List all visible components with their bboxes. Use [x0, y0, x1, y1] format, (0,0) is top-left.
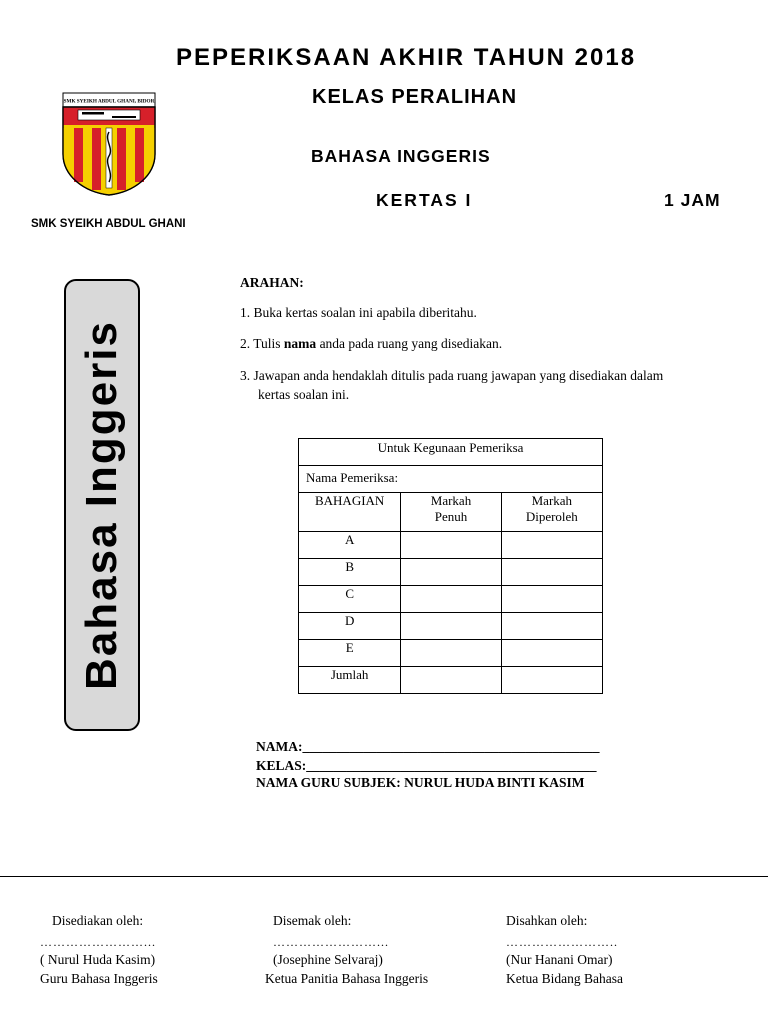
marks-obtained-cell[interactable]	[501, 586, 602, 613]
class-name: KELAS PERALIHAN	[312, 86, 518, 108]
subject-name: BAHASA INGGERIS	[311, 146, 491, 166]
examiner-name-label: Nama Pemeriksa:	[299, 466, 603, 493]
full-marks-line-2: Penuh	[434, 509, 468, 524]
marks-obtained-cell[interactable]	[501, 640, 602, 667]
full-marks-cell[interactable]	[401, 532, 501, 559]
full-marks-cell[interactable]	[401, 586, 501, 613]
side-banner-label: Bahasa Inggeris	[77, 320, 126, 690]
column-header-section: BAHAGIAN	[299, 493, 401, 532]
prepared-by-name: ( Nurul Huda Kasim)	[40, 952, 156, 967]
approved-by-signature-line[interactable]: ……………………..	[506, 935, 618, 949]
approved-by-role: Ketua Bidang Bahasa	[506, 971, 623, 986]
full-marks-cell[interactable]	[401, 640, 501, 667]
prepared-by-signature-line[interactable]: ……………………...	[40, 935, 156, 949]
checked-by-label: Disemak oleh:	[273, 913, 352, 928]
student-class-field[interactable]: KELAS:___________________________________________	[256, 758, 597, 773]
full-marks-line-1: Markah	[430, 493, 472, 508]
exam-duration: 1 JAM	[664, 190, 721, 210]
subject-teacher-name: NAMA GURU SUBJEK: NURUL HUDA BINTI KASIM	[256, 775, 585, 790]
total-full-marks-cell[interactable]	[401, 667, 501, 694]
paper-number: KERTAS I	[376, 190, 473, 210]
marks-obtained-cell[interactable]	[501, 559, 602, 586]
total-marks-obtained-cell[interactable]	[501, 667, 602, 694]
marks-obtained-cell[interactable]	[501, 532, 602, 559]
prepared-by-label: Disediakan oleh:	[52, 913, 144, 928]
school-crest-logo	[62, 92, 156, 196]
school-name: SMK SYEIKH ABDUL GHANI	[31, 218, 186, 230]
exam-title: PEPERIKSAAN AKHIR TAHUN 2018	[176, 44, 637, 71]
table-row	[299, 586, 603, 613]
section-cell: B	[299, 559, 401, 586]
column-header-full-marks	[401, 493, 501, 532]
marks-obtained-line-1: Markah	[531, 493, 573, 508]
full-marks-cell[interactable]	[401, 559, 501, 586]
table-row	[299, 532, 603, 559]
instruction-2-end: anda pada ruang yang disediakan.	[316, 336, 503, 351]
subject-side-banner	[64, 279, 140, 731]
prepared-by-role: Guru Bahasa Inggeris	[40, 971, 158, 986]
section-cell: A	[299, 532, 401, 559]
instructions-heading: ARAHAN:	[240, 275, 304, 290]
table-row-total	[299, 667, 603, 694]
footer-divider	[0, 876, 768, 877]
marks-obtained-cell[interactable]	[501, 613, 602, 640]
instruction-2	[240, 335, 502, 353]
table-row	[299, 613, 603, 640]
section-cell: D	[299, 613, 401, 640]
approved-by-name: (Nur Hanani Omar)	[506, 952, 613, 967]
section-cell: C	[299, 586, 401, 613]
instruction-1: 1. Buka kertas soalan ini apabila diberitahu.	[240, 305, 477, 320]
checked-by-role: Ketua Panitia Bahasa Inggeris	[265, 971, 429, 986]
svg-text:SMK SYEIKH ABDUL GHANI, BIDOR: SMK SYEIKH ABDUL GHANI, BIDOR	[63, 98, 155, 105]
column-header-marks-obtained	[501, 493, 602, 532]
total-label-cell: Jumlah	[299, 667, 401, 694]
full-marks-cell[interactable]	[401, 613, 501, 640]
examiner-table	[298, 438, 603, 694]
checked-by-name: (Josephine Selvaraj)	[273, 952, 383, 967]
approved-by-label: Disahkan oleh:	[506, 913, 588, 928]
instruction-2-bold: nama	[283, 336, 317, 351]
section-cell: E	[299, 640, 401, 667]
marks-obtained-line-2: Diperoleh	[525, 509, 578, 524]
examiner-table-title: Untuk Kegunaan Pemeriksa	[299, 439, 603, 466]
instruction-2-start: 2. Tulis	[240, 336, 284, 351]
student-name-field[interactable]: NAMA:____________________________________________	[256, 739, 600, 754]
instruction-3: 3. Jawapan anda hendaklah ditulis pada ruang jawapan yang disediakan dalam	[240, 368, 664, 383]
table-row	[299, 559, 603, 586]
table-row	[299, 640, 603, 667]
instruction-3-continued: kertas soalan ini.	[258, 387, 350, 402]
checked-by-signature-line[interactable]: ……………………...	[273, 935, 389, 949]
